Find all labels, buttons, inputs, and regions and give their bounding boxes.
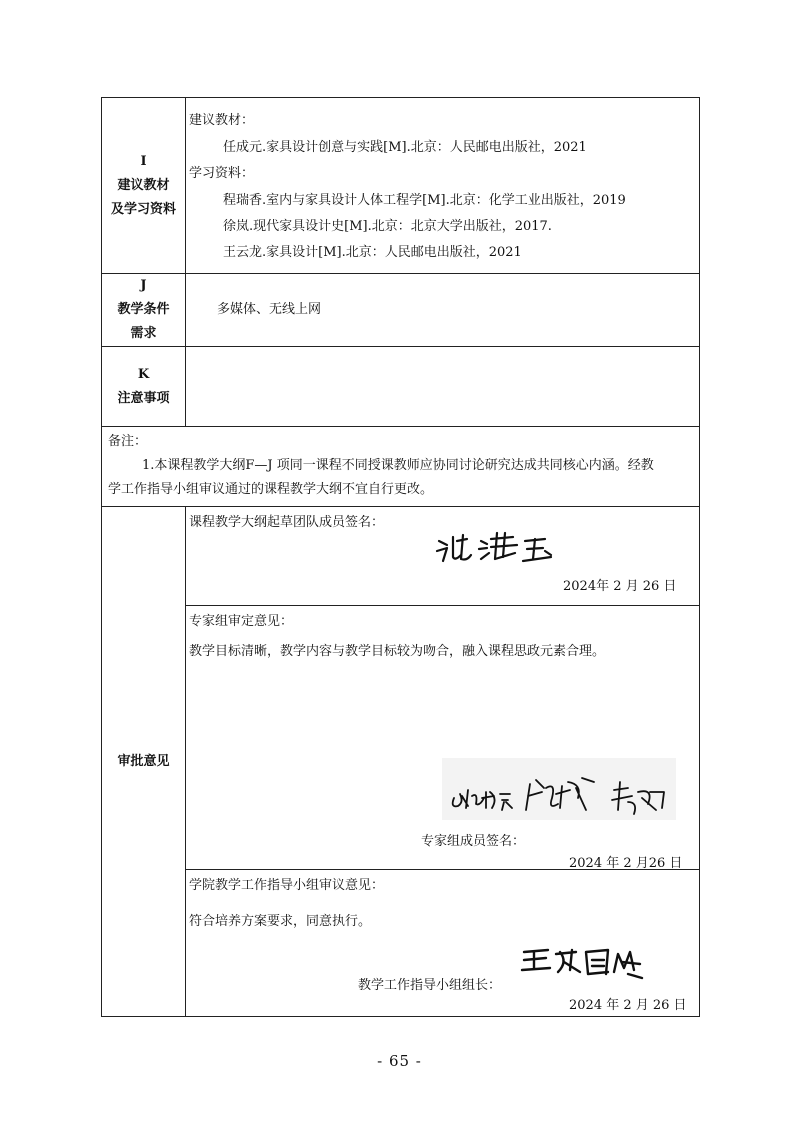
drafting-heading: 课程教学大纲起草团队成员签名： [189,515,385,530]
section-k-row [102,347,700,427]
notes-line: 1.本课程教学大纲F—J 项同一课程不同授课教师应协同讨论研究达成共同核心内涵。经教 [142,458,654,473]
college-date: 2024 年 2 月 26 日 [569,998,687,1013]
teaching-conditions-text: 多媒体、无线上网 [217,302,322,317]
section-j-code: J [140,278,147,293]
college-row [102,870,700,1017]
section-k-label [102,347,186,427]
section-i-label [102,98,186,274]
expert-row [102,606,700,870]
college-cell [186,870,700,1017]
section-k-content [186,347,700,427]
college-heading: 学院教学工作指导小组审议意见： [189,878,385,893]
material-item: 王云龙.家具设计[M].北京：人民邮电出版社，2021 [223,245,522,260]
drafting-row [102,507,700,606]
expert-heading: 专家组审定意见： [189,614,294,629]
drafting-signature [433,531,563,565]
textbook-heading: 建议教材： [189,113,255,128]
section-j-label [102,274,186,347]
expert-date: 2024 年 2 月26 日 [569,856,683,871]
section-i-title-line2: 及学习资料 [110,201,176,217]
college-opinion: 符合培养方案要求，同意执行。 [189,914,372,929]
notes-heading: 备注： [108,434,148,449]
section-i-code: I [140,153,147,169]
expert-opinion: 教学目标清晰，教学内容与教学目标较为吻合，融入课程思政元素合理。 [189,644,606,659]
page-number: - 65 - [377,1052,422,1070]
section-j-title-line2: 需求 [130,326,157,341]
college-signature [518,944,646,984]
expert-cell [186,606,700,870]
section-k-code: K [137,366,150,382]
notes-row [102,427,700,507]
material-item: 程瑞香.室内与家具设计人体工程学[M].北京：化学工业出版社，2019 [223,193,626,208]
textbook-item: 任成元.家具设计创意与实践[M].北京：人民邮电出版社，2021 [223,140,587,155]
materials-heading: 学习资料： [189,166,255,181]
section-j-content [186,274,700,347]
expert-signer-label: 专家组成员签名： [421,834,526,849]
section-k-title: 注意事项 [117,390,170,406]
notes-cell [102,427,700,507]
section-i-title-line1: 建议教材 [117,177,170,193]
section-i-content [186,98,700,274]
section-j-row [102,274,700,347]
approval-label: 审批意见 [102,507,186,1017]
section-j-title-line1: 教学条件 [117,302,170,317]
syllabus-table [101,97,700,1017]
drafting-cell [186,507,700,606]
notes-line: 学工作指导小组审议通过的课程教学大纲不宜自行更改。 [108,482,434,497]
section-i-row [102,98,700,274]
material-item: 徐岚.现代家具设计史[M].北京：北京大学出版社，2017. [223,219,552,234]
drafting-date: 2024年 2 月 26 日 [563,579,677,594]
college-signer-label: 教学工作指导小组组长： [358,978,502,993]
expert-signatures [442,758,676,820]
